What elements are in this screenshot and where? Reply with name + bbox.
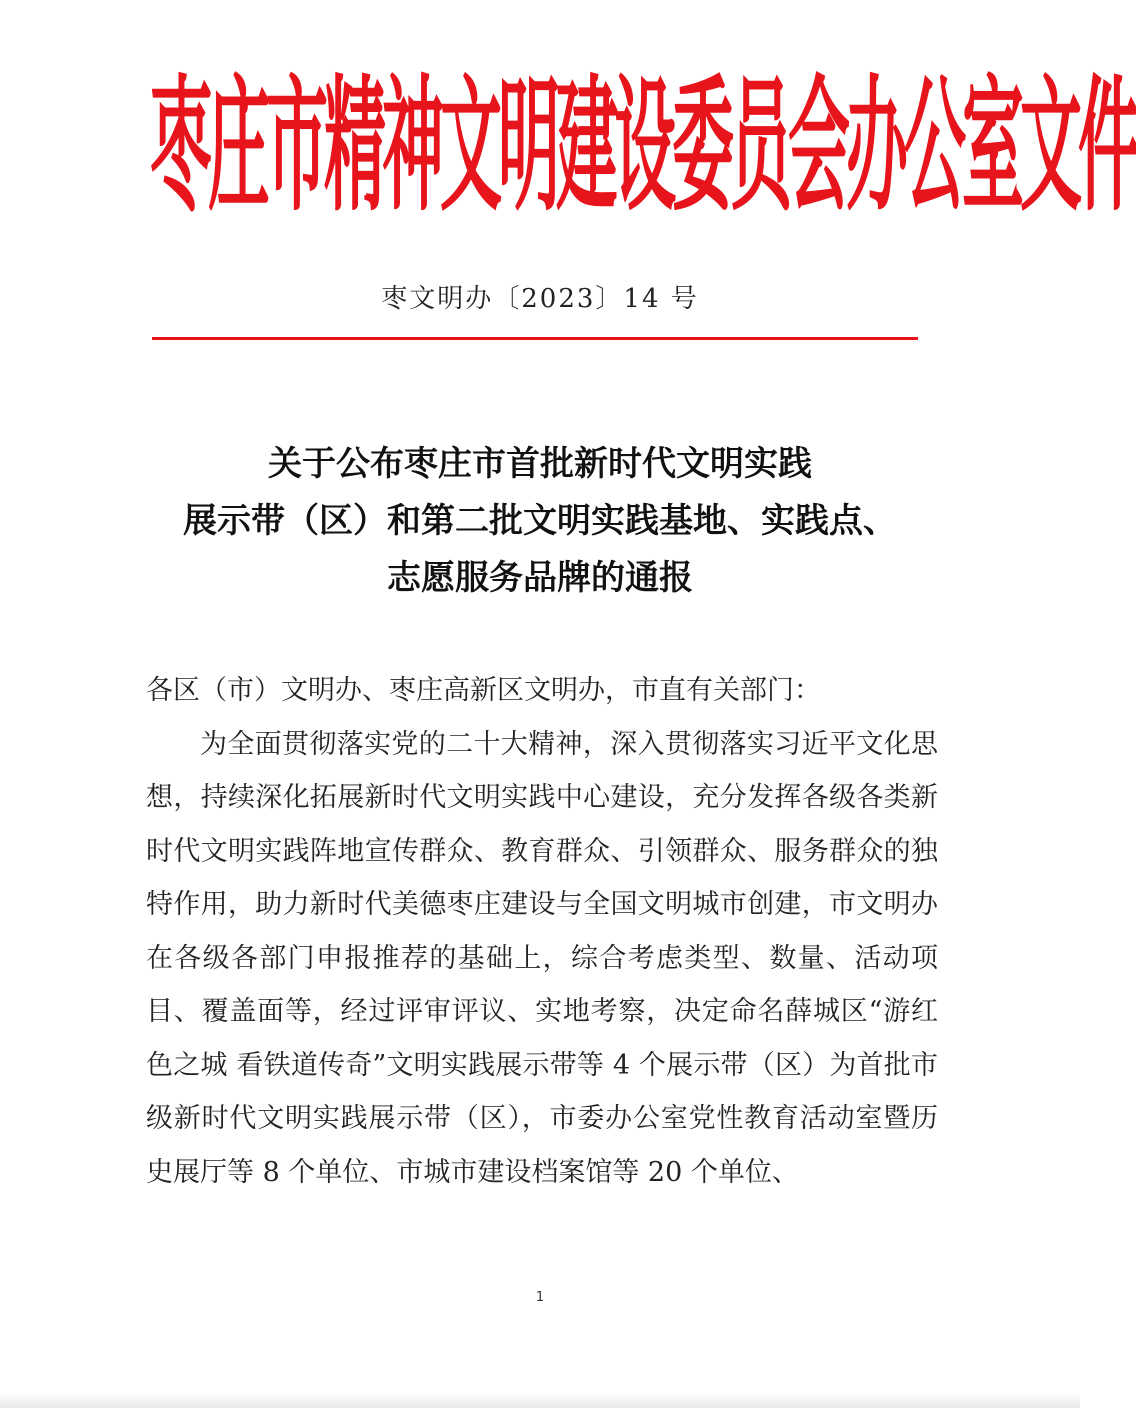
body-paragraph: 为全面贯彻落实党的二十大精神，深入贯彻落实习近平文化思想，持续深化拓展新时代文明实践中心建设，充分发挥各级各类新时代文明实践阵地宣传群众、教育群众、引领群众、服务群众的独特作用，助力新时代美德枣庄建设与全国文明城市创建，市文明办在各级各部门申报推荐的基础上，综合考虑类型、数量、活动项目、覆盖面等，经过评审评议、实地考察，决定命名薛城区“游红色之城 看铁道传奇”文明实践展示带等 4 个展示带（区）为首批市级新时代文明实践展示带（区），市委办公室党性教育活动室暨历史展厅等 8 个单位、市城市建设档案馆等 20 个单位、: [146, 728, 938, 1188]
red-divider-line: [152, 337, 918, 340]
red-header-title: [150, 60, 1136, 232]
notice-title: [100, 436, 980, 607]
addressee-line: 各区（市）文明办、枣庄高新区文明办，市直有关部门：: [146, 675, 821, 706]
notice-title-line: 志愿服务品牌的通报: [387, 558, 693, 598]
page-bottom-edge: [0, 1392, 1080, 1408]
page-number: 1: [535, 1290, 545, 1305]
notice-title-line: 关于公布枣庄市首批新时代文明实践: [268, 444, 812, 484]
notice-body: [146, 664, 938, 1199]
red-header-title-text: 枣庄市精神文明建设委员会办公室文件: [150, 60, 1136, 232]
notice-title-line: 展示带（区）和第二批文明实践基地、实践点、: [183, 501, 897, 541]
document-number: 枣文明办〔2023〕14 号: [381, 284, 699, 314]
